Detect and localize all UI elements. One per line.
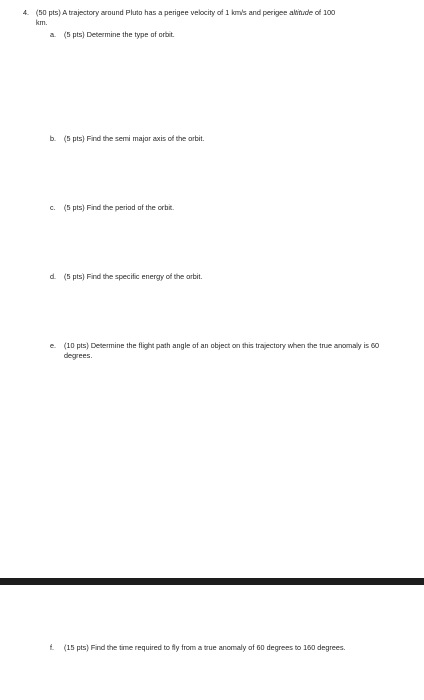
part-d-text: (5 pts) Find the specific energy of the orbit. — [64, 272, 203, 281]
question-prompt-end: of 100 — [312, 8, 336, 17]
page-separator — [0, 578, 424, 585]
question-number: 4. — [23, 8, 30, 17]
part-f-letter: f. — [50, 643, 54, 652]
part-c-text: (5 pts) Find the period of the orbit. — [64, 203, 175, 212]
question-prompt — [36, 8, 381, 18]
part-c-letter: c. — [50, 203, 56, 212]
question-prompt-line2: km. — [36, 18, 48, 27]
part-a-text: (5 pts) Determine the type of orbit. — [64, 30, 175, 39]
question-prompt-italic: altitude — [289, 8, 313, 17]
part-f-text: (15 pts) Find the time required to fly from a true anomaly of 60 degrees to 160 degrees. — [64, 643, 346, 652]
part-e-letter: e. — [50, 341, 56, 350]
question-prompt-start: (50 pts) A trajectory around Pluto has a perigee velocity of 1 km/s and perigee — [36, 8, 290, 17]
part-a-letter: a. — [50, 30, 56, 39]
part-b-letter: b. — [50, 134, 56, 143]
part-e-text: (10 pts) Determine the flight path angle of an object on this trajectory when the true anomaly is 60 degrees. — [64, 341, 380, 360]
part-d-letter: d. — [50, 272, 56, 281]
part-b-text: (5 pts) Find the semi major axis of the orbit. — [64, 134, 205, 143]
